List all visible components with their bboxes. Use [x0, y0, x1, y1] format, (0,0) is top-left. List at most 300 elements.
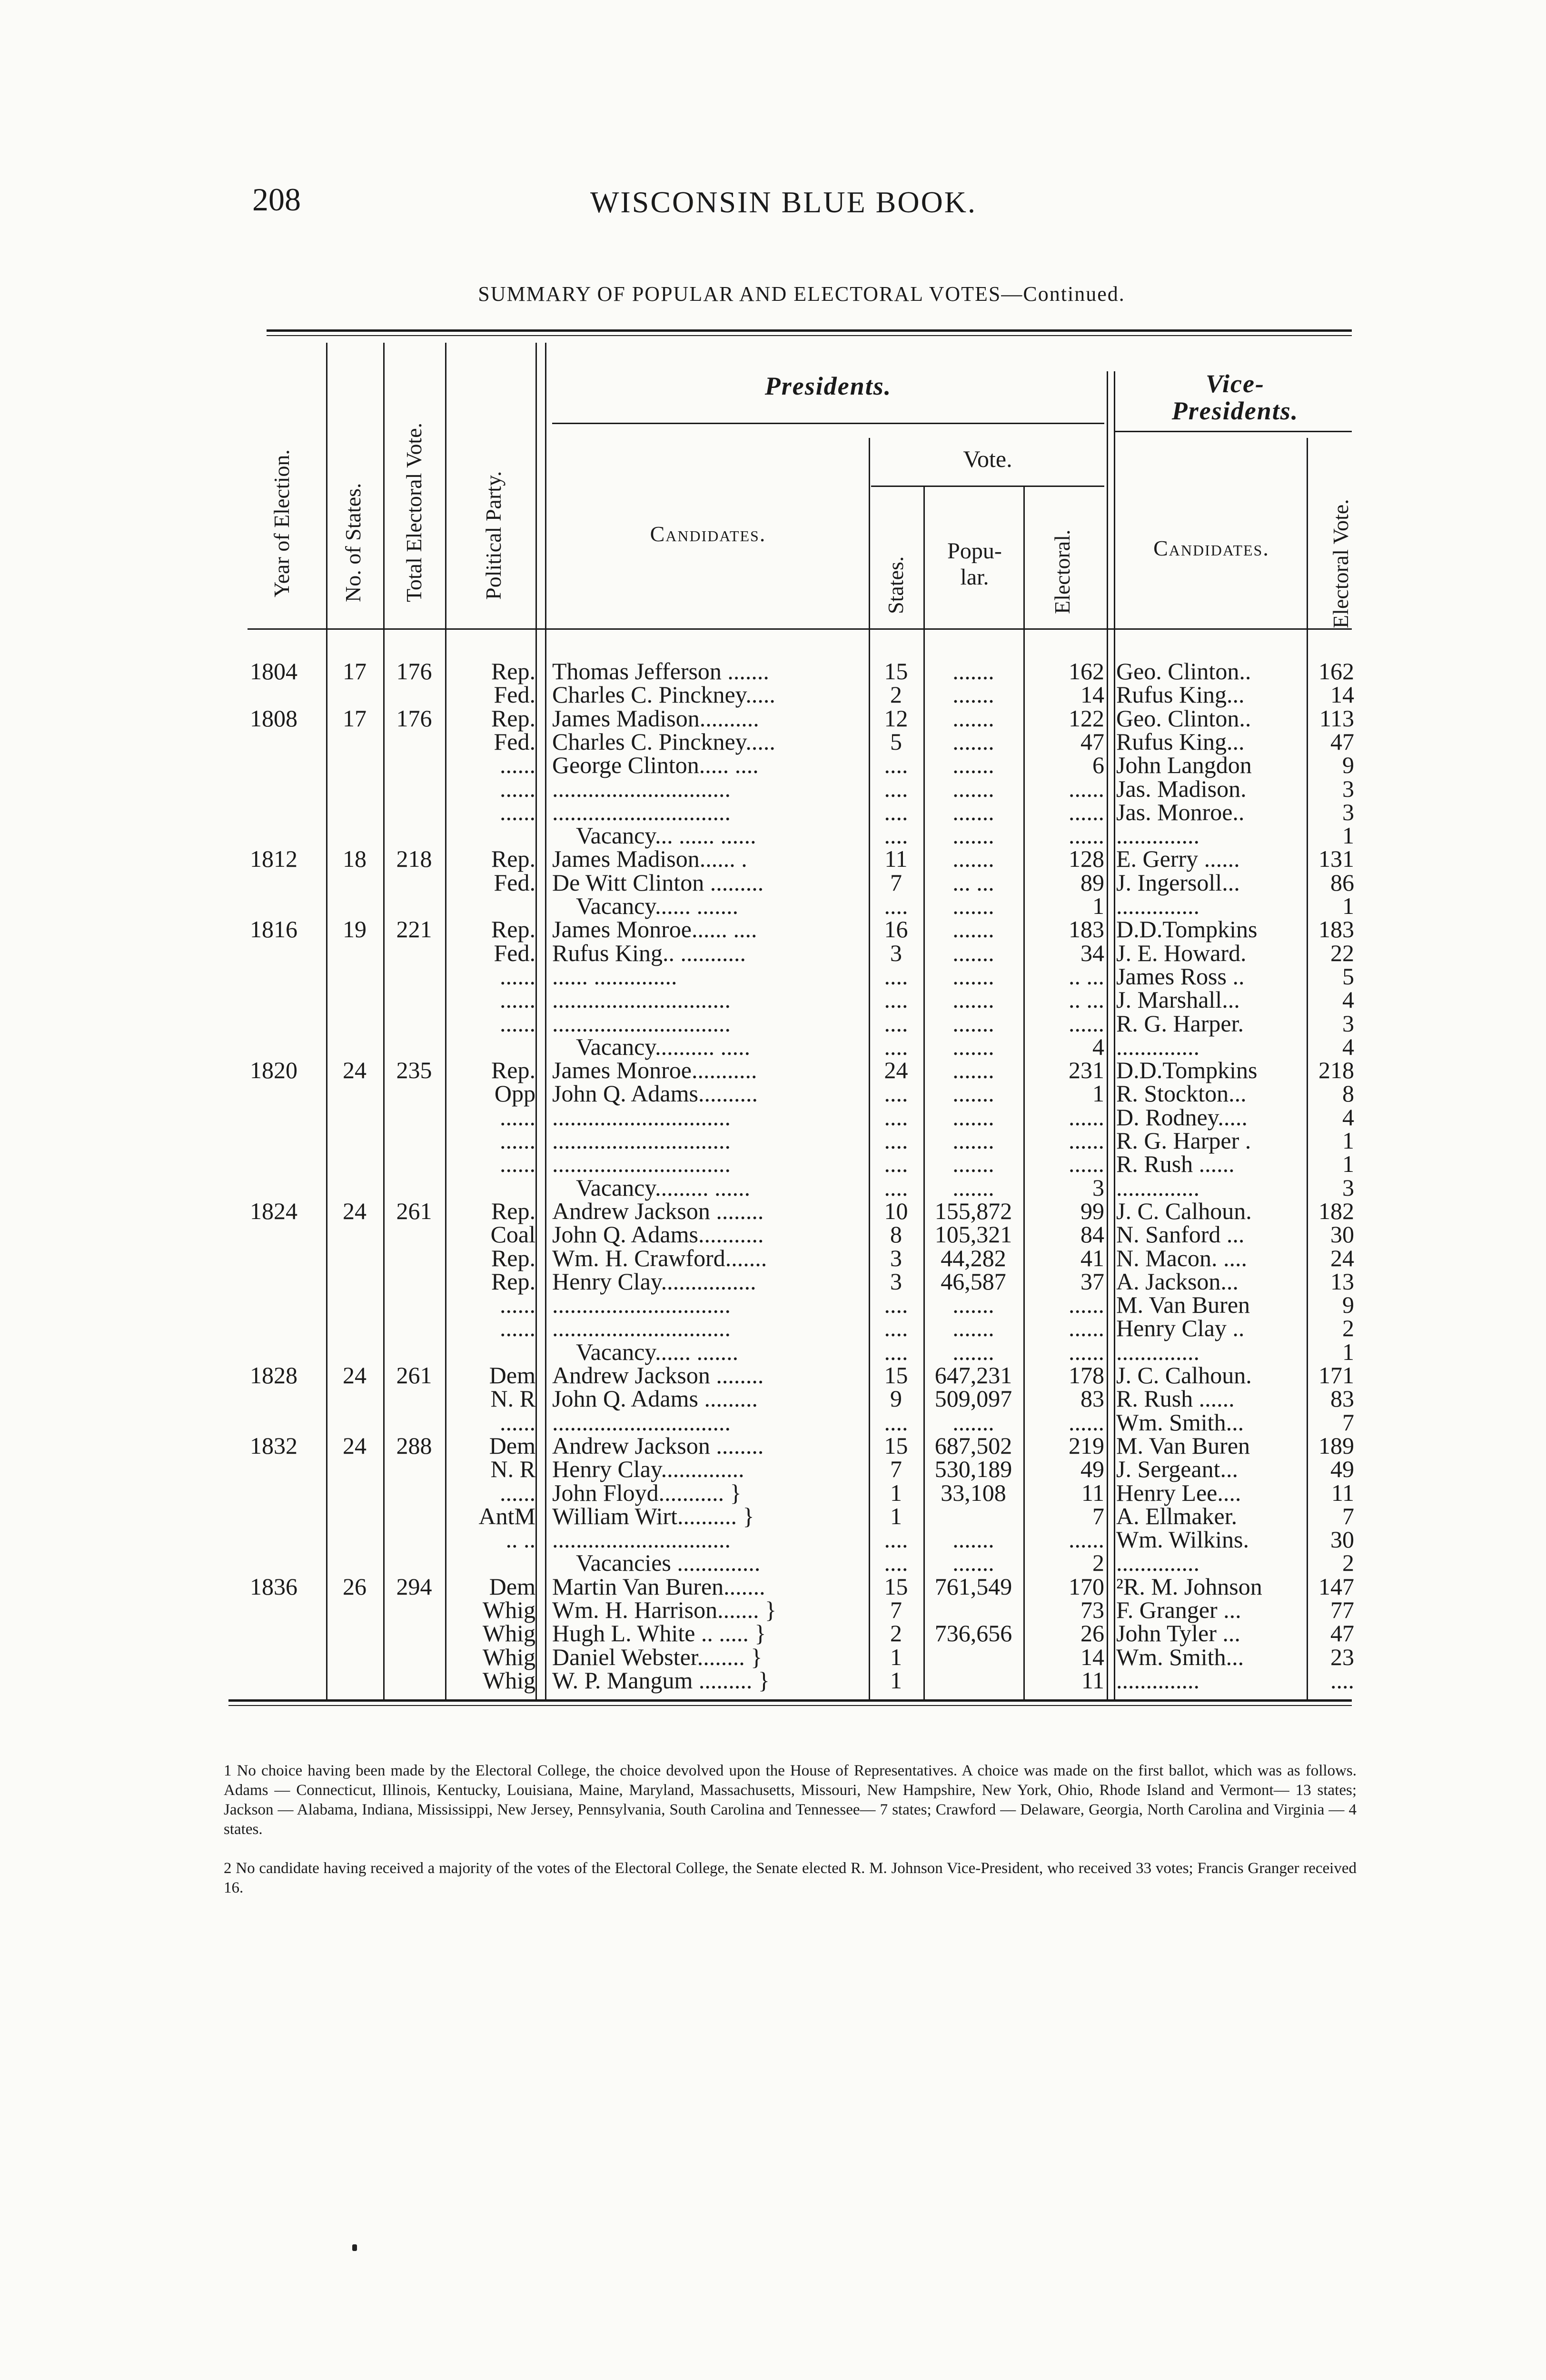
- cell-vp-ev: 3: [1342, 799, 1354, 825]
- cell-year: 1832: [250, 1432, 297, 1459]
- cell-electoral: 47: [1080, 728, 1104, 755]
- cell-electoral: 1: [1092, 1080, 1104, 1107]
- footnote-2: 2 No candidate having received a majority of the votes of the Electoral College, the Senate elected R. M. Johnson Vice-President, who received 33 votes; Francis Granger received 16.: [224, 1860, 1357, 1896]
- cell-candidate: Henry Clay..............: [552, 1456, 744, 1482]
- cell-popular: .......: [952, 986, 994, 1013]
- cell-electoral: ......: [1069, 1409, 1104, 1436]
- cell-popular: .......: [952, 1150, 994, 1177]
- cell-vp-candidate: J. C. Calhoun.: [1116, 1362, 1252, 1388]
- cell-p-states: 2: [890, 681, 902, 708]
- cell-party: Fed.: [494, 940, 535, 966]
- cell-party: Whig: [482, 1644, 535, 1670]
- cell-candidate: Wm. H. Crawford.......: [552, 1245, 767, 1271]
- cell-electoral: 219: [1069, 1432, 1104, 1459]
- cell-vp-candidate: ..............: [1116, 1667, 1199, 1694]
- cell-p-states: ....: [884, 1339, 908, 1365]
- cell-year: 1812: [250, 845, 297, 872]
- cell-vp-ev: 1: [1342, 1127, 1354, 1154]
- cell-party: Rep.: [491, 705, 535, 732]
- cell-electoral: 11: [1081, 1479, 1104, 1506]
- cell-vp-ev: 77: [1330, 1597, 1354, 1623]
- cell-vp-ev: 23: [1330, 1644, 1354, 1670]
- cell-party: ......: [500, 1150, 535, 1177]
- cell-popular: 509,097: [934, 1385, 1012, 1412]
- cell-electoral: ......: [1069, 775, 1104, 802]
- cell-party: ......: [500, 986, 535, 1013]
- cell-electoral: ......: [1069, 799, 1104, 825]
- cell-year: 1836: [250, 1573, 297, 1600]
- cell-vp-ev: 22: [1330, 940, 1354, 966]
- cell-vp-ev: 2: [1342, 1549, 1354, 1576]
- cell-states: 17: [343, 658, 367, 684]
- cell-p-states: 1: [890, 1479, 902, 1506]
- cell-p-states: 3: [890, 1245, 902, 1271]
- cell-candidate: ..............................: [552, 775, 731, 802]
- cell-party: N. R: [490, 1385, 535, 1412]
- cell-party: Opp: [494, 1080, 535, 1107]
- cell-party: Rep.: [491, 1198, 535, 1224]
- cell-vp-ev: 9: [1342, 752, 1354, 778]
- cell-party: Rep.: [491, 845, 535, 872]
- top-rule-thin: [267, 335, 1352, 336]
- vote-rule: [871, 486, 1104, 487]
- cell-p-states: ....: [884, 1291, 908, 1318]
- cell-electoral: 6: [1092, 752, 1104, 778]
- header-vp-ev: Electoral Vote.: [1328, 499, 1353, 628]
- cell-total-ev: 294: [396, 1573, 432, 1600]
- cell-electoral: 26: [1080, 1620, 1104, 1646]
- cell-party: ......: [500, 752, 535, 778]
- cell-p-states: 15: [884, 1432, 908, 1459]
- cell-electoral: 3: [1092, 1174, 1104, 1201]
- cell-p-states: 10: [884, 1198, 908, 1224]
- cell-p-states: ....: [884, 1549, 908, 1576]
- cell-electoral: ......: [1069, 1339, 1104, 1365]
- cell-vp-candidate: Henry Lee....: [1116, 1479, 1241, 1506]
- cell-party: Dem: [489, 1432, 535, 1459]
- cell-candidate: ..............................: [552, 1291, 731, 1318]
- cell-electoral: 37: [1080, 1268, 1104, 1295]
- cell-electoral: 14: [1080, 1644, 1104, 1670]
- cell-candidate: ..............................: [552, 986, 731, 1013]
- cell-p-states: 15: [884, 1573, 908, 1600]
- footnote-1: 1 No choice having been made by the Electoral College, the choice devolved upon the House of Representatives. A choice was made on the first ballot, which was as follows. Adams — Connecticut, Illinois, Kentucky, Louisiana, Maine, Maryland, Massachusetts, Missouri, New Hampshire, New York, Ohio, Rhode Island and Vermont— 13 states; Jackson — Alabama, Indiana, Mississippi, New Jersey, Pennsylvania, South Carolina and Tennessee— 7 states; Crawford — Delaware, Georgia, North Carolina and Virginia — 4 states.: [224, 1762, 1357, 1838]
- cell-states: 26: [343, 1573, 367, 1600]
- cell-vp-ev: 5: [1342, 963, 1354, 990]
- cell-popular: .......: [952, 1104, 994, 1130]
- cell-vp-ev: 47: [1330, 1620, 1354, 1646]
- cell-party: ......: [500, 1315, 535, 1341]
- cell-p-states: 3: [890, 1268, 902, 1295]
- cell-p-states: ....: [884, 1174, 908, 1201]
- cell-vp-ev: 49: [1330, 1456, 1354, 1482]
- cell-electoral: 122: [1069, 705, 1104, 732]
- print-mark: [352, 2244, 357, 2251]
- cell-candidate: Martin Van Buren.......: [552, 1573, 765, 1600]
- cell-vp-candidate: E. Gerry ......: [1116, 845, 1240, 872]
- cell-popular: .......: [952, 1080, 994, 1107]
- cell-vp-ev: 4: [1342, 986, 1354, 1013]
- cell-vp-candidate: A. Jackson...: [1116, 1268, 1239, 1295]
- cell-vp-candidate: R. G. Harper .: [1116, 1127, 1251, 1154]
- cell-candidate: Vacancy...... .......: [576, 892, 739, 919]
- header-party: Political Party.: [481, 471, 505, 600]
- cell-states: 24: [343, 1057, 367, 1083]
- cell-vp-ev: 147: [1318, 1573, 1354, 1600]
- cell-vp-ev: 189: [1318, 1432, 1354, 1459]
- cell-party: ......: [500, 1104, 535, 1130]
- cell-p-states: 11: [884, 845, 908, 872]
- cell-vp-candidate: Henry Clay ..: [1116, 1315, 1245, 1341]
- cell-party: ......: [500, 963, 535, 990]
- cell-electoral: 99: [1080, 1198, 1104, 1224]
- cell-total-ev: 235: [396, 1057, 432, 1083]
- cell-electoral: 4: [1092, 1033, 1104, 1060]
- cell-vp-candidate: Wm. Wilkins.: [1116, 1526, 1249, 1553]
- cell-party: Fed.: [494, 728, 535, 755]
- cell-party: Coal: [490, 1221, 535, 1248]
- cell-year: 1808: [250, 705, 297, 732]
- cell-electoral: 34: [1080, 940, 1104, 966]
- cell-vp-ev: 1: [1342, 1150, 1354, 1177]
- cell-p-states: 1: [890, 1503, 902, 1529]
- header-candidates: Candidates.: [650, 522, 766, 546]
- cell-vp-candidate: Geo. Clinton..: [1116, 705, 1251, 732]
- cell-vp-ev: 183: [1318, 916, 1354, 942]
- cell-popular: .......: [952, 705, 994, 732]
- cell-total-ev: 261: [396, 1198, 432, 1224]
- cell-vp-candidate: F. Granger ...: [1116, 1597, 1241, 1623]
- cell-candidate: ..............................: [552, 1315, 731, 1341]
- cell-p-states: ....: [884, 1104, 908, 1130]
- cell-total-ev: 176: [396, 658, 432, 684]
- cell-electoral: 41: [1080, 1245, 1104, 1271]
- cell-electoral: 14: [1080, 681, 1104, 708]
- cell-vp-ev: 162: [1318, 658, 1354, 684]
- header-electoral: Electoral.: [1050, 529, 1074, 614]
- cell-candidate: John Q. Adams..........: [552, 1080, 758, 1107]
- cell-vp-candidate: Geo. Clinton..: [1116, 658, 1251, 684]
- header-vp-candidates: Candidates.: [1153, 536, 1269, 560]
- cell-p-states: 2: [890, 1620, 902, 1646]
- cell-candidate: James Monroe...........: [552, 1057, 757, 1083]
- cell-party: ......: [500, 799, 535, 825]
- cell-p-states: 24: [884, 1057, 908, 1083]
- cell-vp-ev: 11: [1331, 1479, 1354, 1506]
- cell-popular: 687,502: [934, 1432, 1012, 1459]
- cell-popular: .......: [952, 799, 994, 825]
- cell-popular: .......: [952, 1549, 994, 1576]
- cell-vp-ev: 1: [1342, 1339, 1354, 1365]
- cell-popular: .......: [952, 892, 994, 919]
- cell-p-states: ....: [884, 892, 908, 919]
- cell-candidate: Rufus King.. ...........: [552, 940, 746, 966]
- cell-vp-candidate: ²R. M. Johnson: [1116, 1573, 1262, 1600]
- cell-candidate: James Monroe...... ....: [552, 916, 757, 942]
- cell-electoral: .. ...: [1069, 986, 1104, 1013]
- cell-p-states: 7: [890, 1597, 902, 1623]
- cell-vp-candidate: J. E. Howard.: [1116, 940, 1247, 966]
- cell-vp-candidate: D. Rodney.....: [1116, 1104, 1248, 1130]
- cell-popular: 647,231: [934, 1362, 1012, 1388]
- cell-vp-candidate: ..............: [1116, 1033, 1199, 1060]
- cell-candidate: ..............................: [552, 1409, 731, 1436]
- cell-vp-candidate: J. Marshall...: [1116, 986, 1240, 1013]
- cell-popular: .......: [952, 658, 994, 684]
- cell-electoral: 170: [1069, 1573, 1104, 1600]
- cell-total-ev: 176: [396, 705, 432, 732]
- cell-states: 19: [343, 916, 367, 942]
- cell-states: 18: [343, 845, 367, 872]
- cell-candidate: Andrew Jackson ........: [552, 1198, 764, 1224]
- cell-vp-ev: 13: [1330, 1268, 1354, 1295]
- cell-year: 1828: [250, 1362, 297, 1388]
- header-rule: [248, 628, 1352, 630]
- cell-electoral: ......: [1069, 1291, 1104, 1318]
- cell-vp-candidate: M. Van Buren: [1116, 1291, 1250, 1318]
- cell-candidate: John Floyd........... }: [552, 1479, 742, 1506]
- cell-party: AntM: [478, 1503, 535, 1529]
- cell-popular: .......: [952, 963, 994, 990]
- cell-vp-ev: 9: [1342, 1291, 1354, 1318]
- cell-p-states: ....: [884, 775, 908, 802]
- cell-p-states: ....: [884, 1080, 908, 1107]
- cell-year: 1820: [250, 1057, 297, 1083]
- cell-electoral: ......: [1069, 1315, 1104, 1341]
- cell-vp-ev: 3: [1342, 1010, 1354, 1037]
- cell-states: 17: [343, 705, 367, 732]
- cell-electoral: 84: [1080, 1221, 1104, 1248]
- cell-popular: .......: [952, 916, 994, 942]
- cell-vp-candidate: Jas. Madison.: [1116, 775, 1247, 802]
- cell-vp-candidate: Rufus King...: [1116, 681, 1245, 708]
- cell-vp-ev: 1: [1342, 892, 1354, 919]
- cell-p-states: 5: [890, 728, 902, 755]
- cell-candidate: Daniel Webster........ }: [552, 1644, 763, 1670]
- cell-popular: 46,587: [941, 1268, 1006, 1295]
- cell-vp-candidate: M. Van Buren: [1116, 1432, 1250, 1459]
- cell-candidate: Charles C. Pinckney.....: [552, 681, 775, 708]
- cell-vp-candidate: James Ross ..: [1116, 963, 1245, 990]
- cell-party: ......: [500, 1409, 535, 1436]
- cell-candidate: ..............................: [552, 1127, 731, 1154]
- cell-candidate: Vacancy......... ......: [576, 1174, 751, 1201]
- cell-electoral: ......: [1069, 1526, 1104, 1553]
- cell-vp-candidate: John Langdon: [1116, 752, 1252, 778]
- cell-party: ......: [500, 1010, 535, 1037]
- cell-vp-ev: 30: [1330, 1526, 1354, 1553]
- cell-total-ev: 288: [396, 1432, 432, 1459]
- cell-total-ev: 261: [396, 1362, 432, 1388]
- cell-electoral: .. ...: [1069, 963, 1104, 990]
- cell-candidate: Charles C. Pinckney.....: [552, 728, 775, 755]
- cell-vp-ev: 4: [1342, 1104, 1354, 1130]
- cell-vp-ev: 3: [1342, 775, 1354, 802]
- cell-vp-ev: 4: [1342, 1033, 1354, 1060]
- running-head: WISCONSIN BLUE BOOK.: [590, 185, 977, 219]
- cell-party: Fed.: [494, 869, 535, 896]
- cell-popular: 736,656: [934, 1620, 1012, 1646]
- cell-electoral: ......: [1069, 1127, 1104, 1154]
- cell-candidate: De Witt Clinton .........: [552, 869, 764, 896]
- header-popular-b: lar.: [960, 565, 989, 590]
- cell-vp-candidate: R. Rush ......: [1116, 1150, 1235, 1177]
- cell-total-ev: 218: [396, 845, 432, 872]
- cell-electoral: 162: [1069, 658, 1104, 684]
- cell-vp-candidate: J. Ingersoll...: [1116, 869, 1240, 896]
- cell-p-states: 15: [884, 658, 908, 684]
- cell-vp-candidate: ..............: [1116, 822, 1199, 849]
- cell-vp-candidate: ..............: [1116, 1174, 1199, 1201]
- cell-vp-candidate: Wm. Smith...: [1116, 1644, 1244, 1670]
- cell-popular: 155,872: [934, 1198, 1012, 1224]
- cell-popular: .......: [952, 681, 994, 708]
- cell-states: 24: [343, 1198, 367, 1224]
- cell-vp-ev: 218: [1318, 1057, 1354, 1083]
- cell-candidate: Vacancy...... .......: [576, 1339, 739, 1365]
- cell-popular: .......: [952, 1174, 994, 1201]
- cell-party: N. R: [490, 1456, 535, 1482]
- cell-candidate: Thomas Jefferson .......: [552, 658, 769, 684]
- cell-vp-candidate: A. Ellmaker.: [1116, 1503, 1238, 1529]
- cell-candidate: William Wirt.......... }: [552, 1503, 754, 1529]
- cell-p-states: 12: [884, 705, 908, 732]
- cell-electoral: 183: [1069, 916, 1104, 942]
- cell-party: Whig: [482, 1597, 535, 1623]
- cell-popular: .......: [952, 1291, 994, 1318]
- cell-p-states: ....: [884, 1127, 908, 1154]
- cell-candidate: Hugh L. White .. ..... }: [552, 1620, 766, 1646]
- cell-vp-candidate: R. Rush ......: [1116, 1385, 1235, 1412]
- header-vote: Vote.: [963, 446, 1012, 472]
- cell-p-states: ....: [884, 799, 908, 825]
- cell-electoral: 231: [1069, 1057, 1104, 1083]
- cell-vp-ev: 131: [1318, 845, 1354, 872]
- cell-popular: .......: [952, 822, 994, 849]
- cell-vp-candidate: N. Macon. ....: [1116, 1245, 1247, 1271]
- cell-p-states: ....: [884, 1409, 908, 1436]
- presidents-rule: [552, 423, 1104, 424]
- cell-states: 24: [343, 1432, 367, 1459]
- cell-vp-ev: 1: [1342, 822, 1354, 849]
- cell-vp-ev: 14: [1330, 681, 1354, 708]
- cell-popular: .......: [952, 1033, 994, 1060]
- table-title: SUMMARY OF POPULAR AND ELECTORAL VOTES—Continued.: [478, 282, 1125, 306]
- cell-party: ......: [500, 1291, 535, 1318]
- cell-vp-ev: 30: [1330, 1221, 1354, 1248]
- cell-p-states: 3: [890, 940, 902, 966]
- cell-p-states: ....: [884, 1010, 908, 1037]
- cell-total-ev: 221: [396, 916, 432, 942]
- cell-vp-candidate: Wm. Smith...: [1116, 1409, 1244, 1436]
- cell-vp-ev: 113: [1319, 705, 1354, 732]
- cell-party: Whig: [482, 1620, 535, 1646]
- cell-vp-ev: ....: [1330, 1667, 1354, 1694]
- cell-party: Whig: [482, 1667, 535, 1694]
- cell-electoral: 1: [1092, 892, 1104, 919]
- cell-vp-ev: 86: [1330, 869, 1354, 896]
- cell-popular: .......: [952, 1127, 994, 1154]
- cell-party: Rep.: [491, 916, 535, 942]
- cell-candidate: James Madison...... .: [552, 845, 747, 872]
- cell-p-states: ....: [884, 1526, 908, 1553]
- cell-candidate: John Q. Adams .........: [552, 1385, 758, 1412]
- cell-candidate: Henry Clay................: [552, 1268, 756, 1295]
- cell-p-states: 15: [884, 1362, 908, 1388]
- cell-electoral: 11: [1081, 1667, 1104, 1694]
- cell-popular: 44,282: [941, 1245, 1006, 1271]
- cell-popular: .......: [952, 775, 994, 802]
- cell-popular: .......: [952, 728, 994, 755]
- cell-electoral: 49: [1080, 1456, 1104, 1482]
- cell-party: Rep.: [491, 1268, 535, 1295]
- cell-party: Rep.: [491, 1057, 535, 1083]
- cell-year: 1816: [250, 916, 297, 942]
- cell-electoral: 178: [1069, 1362, 1104, 1388]
- cell-vp-ev: 171: [1318, 1362, 1354, 1388]
- cell-popular: .......: [952, 1339, 994, 1365]
- cell-candidate: ..............................: [552, 799, 731, 825]
- cell-p-states: ....: [884, 1315, 908, 1341]
- cell-popular: 530,189: [934, 1456, 1012, 1482]
- cell-party: Rep.: [491, 1245, 535, 1271]
- cell-party: Dem: [489, 1362, 535, 1388]
- cell-party: Dem: [489, 1573, 535, 1600]
- cell-electoral: 73: [1080, 1597, 1104, 1623]
- cell-candidate: ..............................: [552, 1104, 731, 1130]
- cell-vp-candidate: ..............: [1116, 892, 1199, 919]
- cell-party: .. ..: [505, 1526, 535, 1553]
- vice-rule: [1114, 431, 1352, 432]
- cell-p-states: 8: [890, 1221, 902, 1248]
- cell-popular: .......: [952, 940, 994, 966]
- cell-p-states: 16: [884, 916, 908, 942]
- header-states: No. of States.: [341, 483, 365, 602]
- cell-popular: .......: [952, 1010, 994, 1037]
- header-presidents: Presidents.: [764, 372, 892, 400]
- cell-popular: ... ...: [952, 869, 994, 896]
- cell-p-states: 1: [890, 1667, 902, 1694]
- cell-party: Fed.: [494, 681, 535, 708]
- cell-candidate: W. P. Mangum ......... }: [552, 1667, 770, 1694]
- cell-p-states: ....: [884, 963, 908, 990]
- cell-electoral: ......: [1069, 1010, 1104, 1037]
- cell-vp-candidate: Jas. Monroe..: [1116, 799, 1245, 825]
- cell-electoral: 2: [1092, 1549, 1104, 1576]
- cell-year: 1824: [250, 1198, 297, 1224]
- cell-electoral: ......: [1069, 1150, 1104, 1177]
- cell-popular: .......: [952, 845, 994, 872]
- cell-popular: 33,108: [941, 1479, 1006, 1506]
- cell-electoral: 89: [1080, 869, 1104, 896]
- cell-electoral: 128: [1069, 845, 1104, 872]
- cell-candidate: Wm. H. Harrison....... }: [552, 1597, 777, 1623]
- cell-p-states: 9: [890, 1385, 902, 1412]
- cell-vp-candidate: N. Sanford ...: [1116, 1221, 1245, 1248]
- cell-p-states: ....: [884, 752, 908, 778]
- cell-popular: .......: [952, 752, 994, 778]
- cell-candidate: Vacancies ..............: [576, 1549, 761, 1576]
- cell-vp-ev: 83: [1330, 1385, 1354, 1412]
- cell-candidate: Vacancy... ...... ......: [576, 822, 756, 849]
- cell-electoral: 83: [1080, 1385, 1104, 1412]
- cell-candidate: ..............................: [552, 1526, 731, 1553]
- cell-party: ......: [500, 1479, 535, 1506]
- cell-vp-ev: 8: [1342, 1080, 1354, 1107]
- cell-vp-ev: 7: [1342, 1503, 1354, 1529]
- cell-candidate: Vacancy.......... .....: [576, 1033, 751, 1060]
- header-p-states: States.: [883, 556, 908, 614]
